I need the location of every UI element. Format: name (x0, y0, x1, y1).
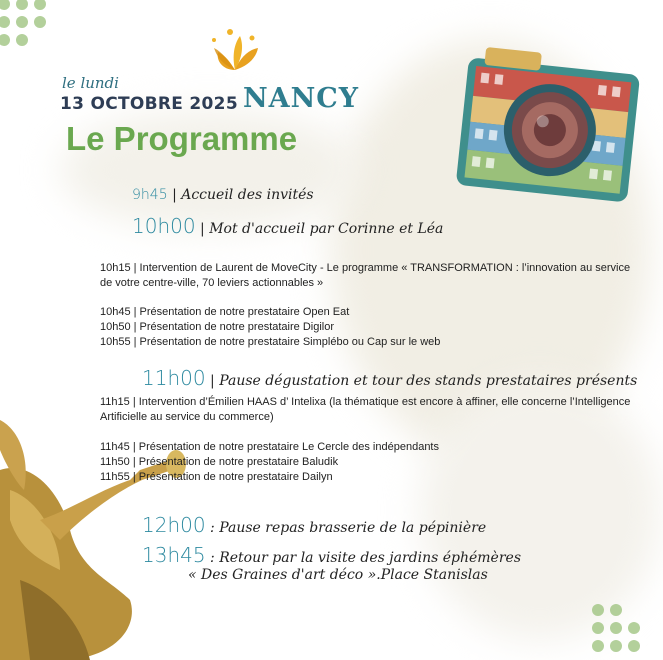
sun-logo-icon (204, 26, 266, 74)
event-date: 13 OCTOBRE 2025 (60, 94, 238, 114)
dots-decoration-top-left (0, 0, 46, 46)
schedule-item-lunch: 12h00 : Pause repas brasserie de la pépinière (142, 513, 487, 537)
schedule-line: 10h15 | Intervention de Laurent de MoveCity - Le programme « TRANSFORMATION : l’innovation au service de votre centre-ville, 70 leviers actionnables » (100, 262, 631, 289)
schedule-item-visit: 13h45 : Retour par la visite des jardins éphémères (142, 543, 521, 567)
schedule-line: 10h50 | Présentation de notre prestataire Digilor (100, 321, 334, 333)
schedule-line: 10h45 | Présentation de notre prestataire Open Eat (100, 306, 350, 318)
schedule-item-visit-location: « Des Graines d'art déco ».Place Stanislas (188, 567, 488, 583)
camera-illustration (454, 44, 644, 214)
schedule-item-welcome: 9h45 | Accueil des invités (132, 187, 314, 203)
page-title: Le Programme (66, 120, 298, 157)
event-day: le lundi (62, 74, 119, 92)
schedule-line: 11h55 | Présentation de notre prestataire Dailyn (100, 471, 333, 483)
event-city: NANCY (243, 83, 360, 114)
schedule-line: 10h55 | Présentation de notre prestataire Simplébo ou Cap sur le web (100, 336, 441, 348)
schedule-item-pause: 11h00 | Pause dégustation et tour des stands prestataires présents (142, 366, 638, 390)
schedule-line: 11h45 | Présentation de notre prestataire Le Cercle des indépendants (100, 441, 439, 453)
dots-decoration-bottom-right (592, 604, 640, 652)
schedule-line: 11h15 | Intervention d’Émilien HAAS d’ Intelixa (la thématique est encore à affiner, elle concerne l’Intelligence Artificielle au service du commerce) (100, 396, 631, 423)
schedule-item-opening: 10h00 | Mot d'accueil par Corinne et Léa (132, 214, 444, 238)
schedule-line: 11h50 | Présentation de notre prestataire Baludik (100, 456, 339, 468)
